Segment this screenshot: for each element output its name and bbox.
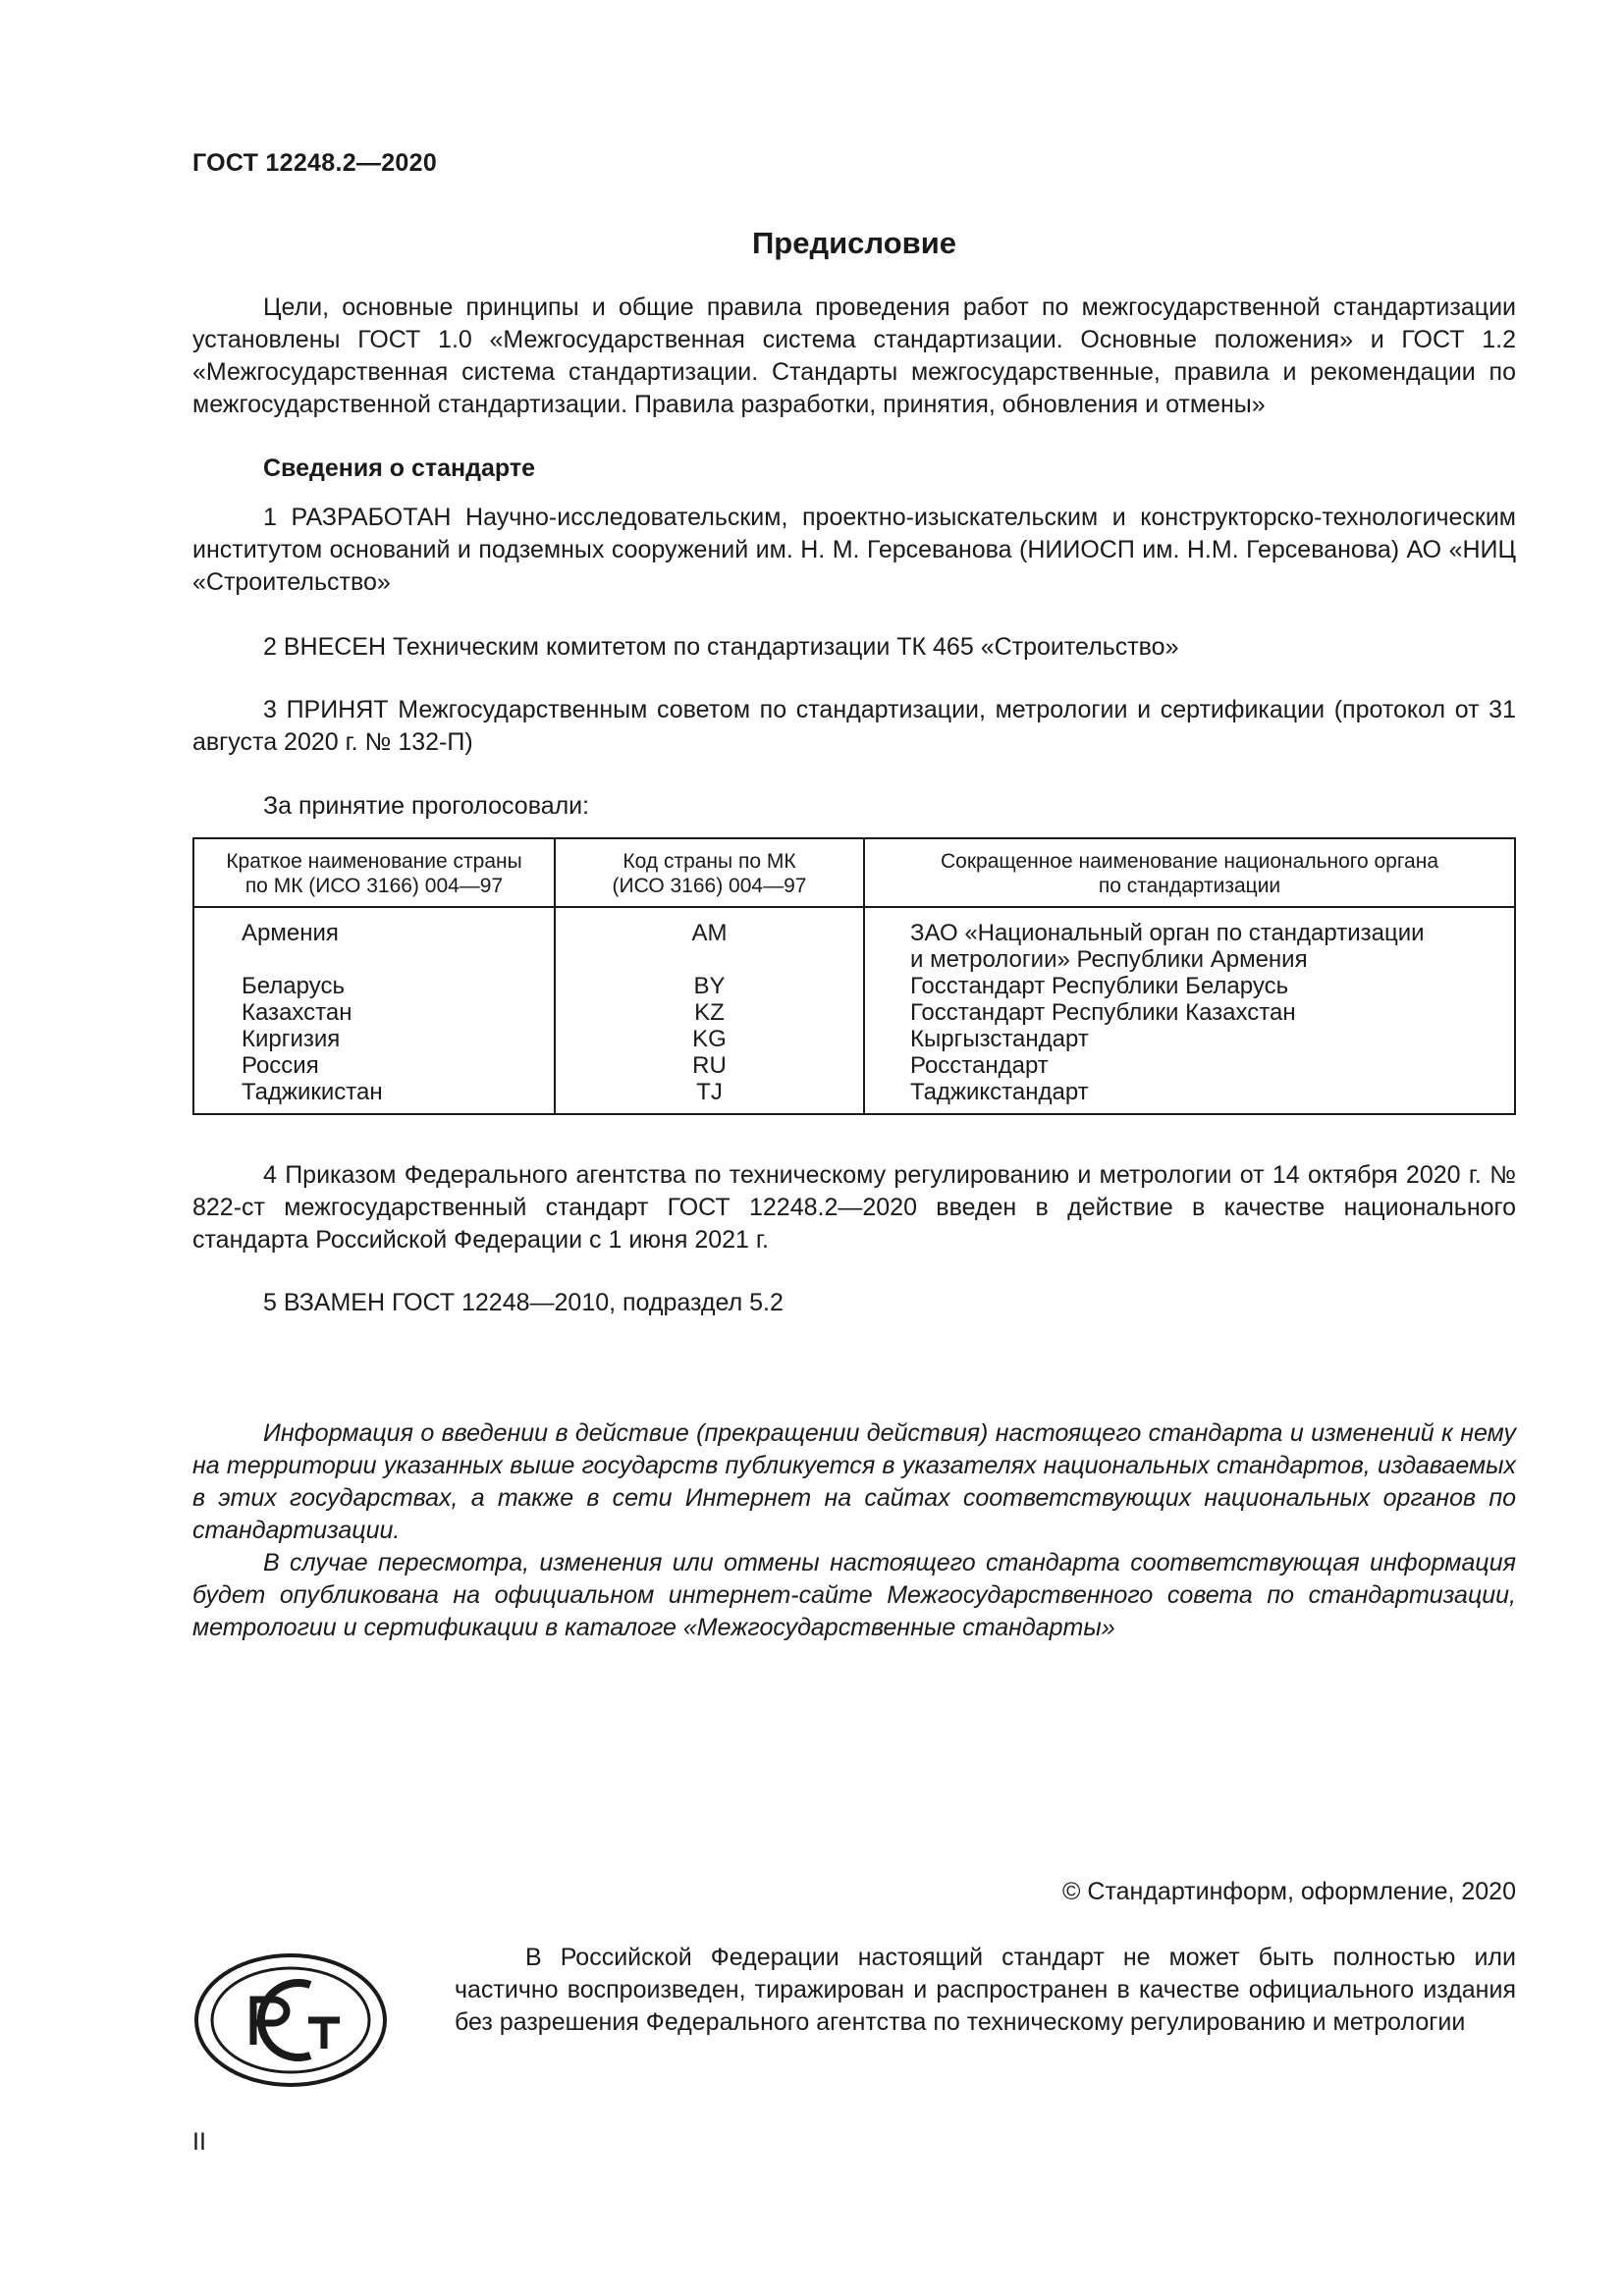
table-row [193,999,1515,1026]
header-org: Сокращенное наименование национального органа по стандартизации [864,838,1515,907]
document-header: ГОСТ 12248.2—2020 [192,149,438,177]
copyright-notice: © Стандартинформ, оформление, 2020 [1062,1878,1516,1905]
page-title: Предисловие [751,226,956,260]
table-row [193,1079,1515,1114]
table-header-row [193,838,1515,907]
table-row [193,1026,1515,1052]
org-cell: Госстандарт Республики Казахстан [864,999,1515,1026]
org-cell: Госстандарт Республики Беларусь [864,973,1515,999]
rst-certification-mark-icon [192,1950,389,2090]
item-developed: 1 РАЗРАБОТАН Научно-исследовательским, проектно-изыскательским и конструкторско-технологическим институтом оснований и подземных сооружений им. Н. М. Герсеванова (НИИОСП им. Н.М. Герсеванова) АО «НИЦ «Строительство» [192,504,1516,596]
country-cell: Россия [193,1052,555,1079]
header-code: Код страны по МК (ИСО 3166) 004—97 [555,838,864,907]
code-cell: AM [555,907,864,973]
code-cell: TJ [555,1079,864,1114]
country-cell: Казахстан [193,999,555,1026]
code-cell: KG [555,1026,864,1052]
item-introduced: 2 ВНЕСЕН Техническим комитетом по стандартизации ТК 465 «Строительство» [263,633,1179,661]
org-cell: Росстандарт [864,1052,1515,1079]
org-cell: Таджикстандарт [864,1079,1515,1114]
table-row [193,973,1515,999]
table-row [193,907,1515,973]
code-cell: KZ [555,999,864,1026]
org-cell: ЗАО «Национальный орган по стандартизации и метрологии» Республики Армения [864,907,1515,973]
page-number: II [192,2128,206,2156]
code-cell: RU [555,1052,864,1079]
org-cell: Кыргызстандарт [864,1026,1515,1052]
code-cell: BY [555,973,864,999]
country-cell: Таджикистан [193,1079,555,1114]
info-paragraph: Информация о введении в действие (прекращении действия) настоящего стандарта и изменений к нему на территории указанных выше государств публикуется в указателях национальных стандартов, издаваемых в этих государствах, а также в сети Интернет на сайтах соответствующих национальных органов по стандартизации. [192,1419,1516,1544]
item-order: 4 Приказом Федерального агентства по техническому регулированию и метрологии от 14 октября 2020 г. № 822-ст межгосударственный стандарт ГОСТ 12248.2—2020 введен в действие в качестве национального стандарта Российской Федерации с 1 июня 2021 г. [192,1161,1516,1254]
votes-intro: За принятие проголосовали: [263,792,590,820]
revision-paragraph: В случае пересмотра, изменения или отмены настоящего стандарта соответствующая информация будет опубликована на официальном интернет-сайте Межгосударственного совета по стандартизации, метрологии и сертификации в каталоге «Межгосударственные стандарты» [192,1549,1516,1641]
section-heading: Сведения о стандарте [263,454,536,482]
country-cell: Армения [193,907,555,973]
intro-paragraph: Цели, основные принципы и общие правила проведения работ по межгосударственной стандартизации установлены ГОСТ 1.0 «Межгосударственная система стандартизации. Основные положения» и ГОСТ 1.2 «Межгосударственная система стандартизации. Стандарты межгосударственные, правила и рекомендации по межгосударственной стандартизации. Правила разработки, принятия, обновления и отмены» [192,294,1516,418]
table-row [193,1052,1515,1079]
country-cell: Киргизия [193,1026,555,1052]
header-country: Краткое наименование страны по МК (ИСО 3166) 004—97 [193,838,555,907]
item-adopted: 3 ПРИНЯТ Межгосударственным советом по стандартизации, метрологии и сертификации (протокол от 31 августа 2020 г. № 132-П) [192,696,1516,756]
votes-table [192,837,1516,1115]
item-replaces: 5 ВЗАМЕН ГОСТ 12248—2010, подраздел 5.2 [263,1289,784,1316]
rights-notice: В Российской Федерации настоящий стандарт не может быть полностью или частично воспроизведен, тиражирован и распространен в качестве официального издания без разрешения Федерального агентства по техническому регулированию и метрологии [455,1944,1516,2036]
country-cell: Беларусь [193,973,555,999]
